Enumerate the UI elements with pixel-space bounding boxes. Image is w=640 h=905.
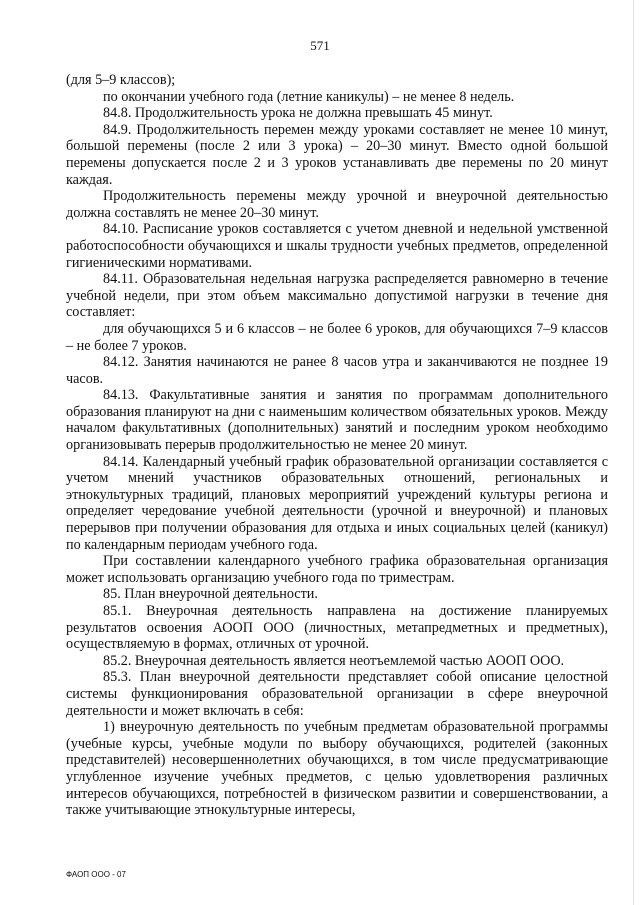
paragraph-p14: 85.1. Внеурочная деятельность направлена на достижение планируемых результатов освоения АООП ООО (личностных, метапредметных и предметных), осуществляемую в формах, отличных от урочной. (66, 603, 608, 653)
paragraph-p17: 1) внеурочную деятельность по учебным предметам образовательной программы (учебные курсы, учебные модули по выбору обучающихся, родителей (законных представителей) несовершеннолетних обучающихся, в том числе предусматривающие углубленное изучение учебных предметов, с целью удовлетворения различных интересов обучающихся, потребностей в физическом развитии и совершенствовании, а также учитывающие этнокультурные интересы, (66, 719, 608, 819)
paragraph-p03: 84.8. Продолжительность урока не должна превышать 45 минут. (103, 105, 493, 122)
paragraph-p12: При составлении календарного учебного графика образовательная организация может использовать организацию учебного года по триместрам. (66, 553, 608, 586)
footer-code: ФАОП ООО - 07 (66, 870, 126, 879)
paragraph-p13: 85. План внеурочной деятельности. (103, 586, 318, 603)
page-number: 571 (310, 38, 330, 53)
paragraph-p07: 84.11. Образовательная недельная нагрузка распределяется равномерно в течение учебной недели, при этом объем максимально допустимой нагрузки в течение дня составляет: (66, 271, 608, 321)
paragraph-p15: 85.2. Внеурочная деятельность является неотъемлемой частью АООП ООО. (103, 652, 565, 669)
paragraph-p01: (для 5–9 классов); (66, 72, 176, 88)
paragraph-p05: Продолжительность перемены между урочной и внеурочной деятельностью должна составлять не менее 20–30 минут. (66, 188, 608, 221)
paragraph-p02: по окончании учебного года (летние каникулы) – не менее 8 недель. (103, 88, 515, 105)
paragraph-p10: 84.13. Факультативные занятия и занятия по программам дополнительного образования планируют на дни с наименьшим количеством обязательных уроков. Между началом факультативных (дополнительных) занятий и последним уроком необходимо организовывать перерыв продолжительностью не менее 20 минут. (66, 387, 608, 454)
paragraph-p04: 84.9. Продолжительность перемен между уроками составляет не менее 10 минут, большой перемены (после 2 или 3 урока) – 20–30 минут. Вместо одной большой перемены допускается после 2 и 3 уроков устанавливать две перемены по 20 минут каждая. (66, 121, 608, 188)
scan-edge-line (633, 0, 634, 905)
paragraph-p08: для обучающихся 5 и 6 классов – не более 6 уроков, для обучающихся 7–9 классов – не более 7 уроков. (66, 320, 608, 354)
paragraph-p11: 84.14. Календарный учебный график образовательной организации составляется с учетом мнений участников образовательных отношений, региональных и этнокультурных традиций, плановых мероприятий учреждений культуры региона и определяет чередование учебной деятельности (урочной и внеурочной) и плановых перерывов при получении образования для отдыха и иных социальных целей (каникул) по календарным периодам учебного года. (66, 453, 608, 553)
paragraph-p06: 84.10. Расписание уроков составляется с учетом дневной и недельной умственной работоспособности обучающихся и шкалы трудности учебных предметов, определенной гигиеническими нормативами. (66, 221, 608, 271)
paragraph-p16: 85.3. План внеурочной деятельности представляет собой описание целостной системы функционирования образовательной организации в сфере внеурочной деятельности и может включать в себя: (66, 669, 608, 719)
paragraph-p09: 84.12. Занятия начинаются не ранее 8 часов утра и заканчиваются не позднее 19 часов. (66, 354, 608, 387)
document-body (66, 72, 608, 819)
